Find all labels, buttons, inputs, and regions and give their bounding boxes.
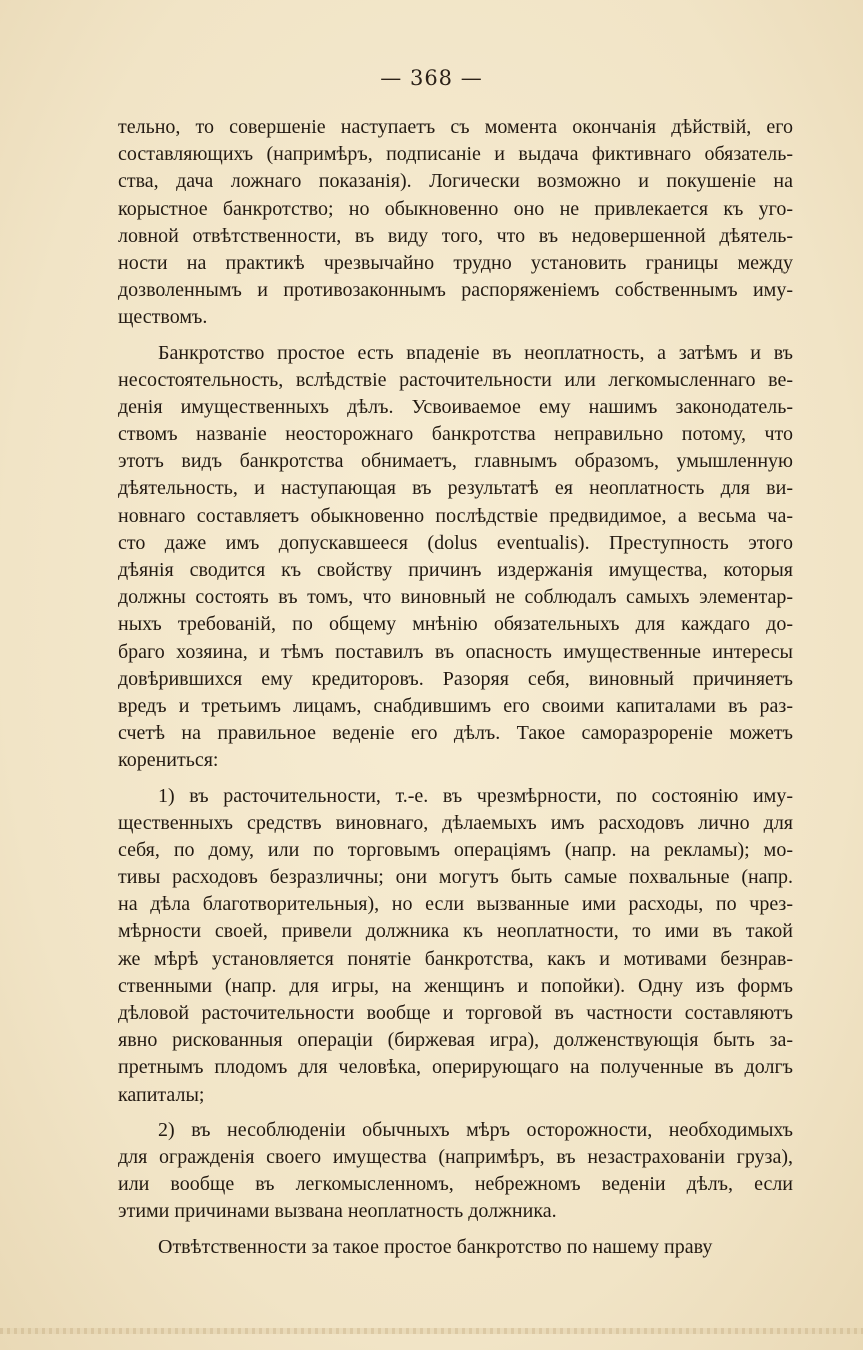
text-line: дѣянія сводится къ свойству причинъ издержанія имущества, которыя xyxy=(118,559,793,581)
paragraph-gap xyxy=(118,1226,793,1234)
text-line: щественныхъ средствъ виновнаго, дѣлаемыхъ имъ расходовъ лично для xyxy=(118,811,793,834)
text-line: составляющихъ (напримѣръ, подписаніе и выдача фиктивнаго обязатель- xyxy=(118,143,793,166)
text-line: довѣрившихся ему кредиторовъ. Разоряя себя, виновный причиняетъ xyxy=(118,667,793,690)
text-line: счетѣ на правильное веденіе его дѣлъ. Такое саморазрореніе можетъ xyxy=(118,722,793,745)
text-line: этотъ видъ банкротства обнимаетъ, главнымъ образомъ, умышленную xyxy=(118,450,793,473)
text-line: 1) въ расточительности, т.-е. въ чрезмѣрности, по состоянію иму- xyxy=(158,784,793,807)
text-line: капиталы; xyxy=(118,1083,205,1106)
text-line: ловной отвѣтственности, въ виду того, что въ недовершенной дѣятель- xyxy=(118,224,793,247)
paragraph-gap xyxy=(118,775,793,783)
text-line: ствомъ названіе неосторожнаго банкротства неправильно потому, что xyxy=(118,423,793,446)
text-line: ства, дача ложнаго показанія). Логически возможно и покушеніе на xyxy=(118,170,793,193)
text-line: корениться: xyxy=(118,749,219,772)
text-line: тивы расходовъ безразличны; они могутъ быть самые похвальные (напр. xyxy=(118,866,793,889)
text-line: денія имущественныхъ дѣлъ. Усвоиваемое ему нашимъ законодатель- xyxy=(118,395,793,418)
text-line: браго хозяина, и тѣмъ поставилъ въ опасность имущественные интересы xyxy=(118,640,793,663)
text-line: ныхъ требованій, по общему мнѣнію обязательныхъ для каждаго до- xyxy=(118,613,793,636)
text-line: же мѣрѣ установляется понятіе банкротства, какъ и мотивами безнрав- xyxy=(118,947,793,970)
text-line: явно рискованныя операціи (биржевая игра), долженствующія быть за- xyxy=(118,1029,793,1052)
paragraph-gap xyxy=(118,332,793,340)
paragraph xyxy=(118,340,793,775)
paragraph xyxy=(118,1234,793,1261)
paragraph xyxy=(118,114,793,332)
text-line: дѣятельность, и наступающая въ результатѣ ея неоплатность для ви- xyxy=(118,477,793,500)
page-number: — 368 — xyxy=(380,66,483,90)
text-line: Банкротство простое есть впаденіе въ неоплатность, а затѣмъ и въ xyxy=(158,341,793,364)
text-line: корыстное банкротство; но обыкновенно оно не привлекается къ уго- xyxy=(118,197,793,220)
text-line: для огражденія своего имущества (напримѣръ, въ незастрахованіи груза), xyxy=(118,1145,793,1168)
text-line: вредъ и третьимъ лицамъ, снабдившимъ его своими капиталами въ раз- xyxy=(118,694,793,717)
text-line: себя, по дому, или по торговымъ операціямъ (напр. на рекламы); мо- xyxy=(118,838,793,861)
paragraph xyxy=(118,1117,793,1226)
text-line: дозволеннымъ и противозаконнымъ распоряженіемъ собственнымъ иму- xyxy=(118,279,793,302)
text-line: ственными (напр. для игры, на женщинъ и попойки). Одну изъ формъ xyxy=(118,974,793,997)
text-line: ности на практикѣ чрезвычайно трудно установить границы между xyxy=(118,251,793,274)
text-line: 2) въ несоблюденіи обычныхъ мѣръ осторожности, необходимыхъ xyxy=(158,1118,793,1141)
body-text xyxy=(118,114,793,1261)
paragraph-gap xyxy=(118,1109,793,1117)
text-line: должны состоять въ томъ, что виновный не соблюдалъ самыхъ элементар- xyxy=(118,586,793,609)
text-line: сто даже имъ допускавшееся (dolus eventualis). Преступность этого xyxy=(118,531,793,554)
text-line: несостоятельность, вслѣдствіе расточительности или легкомысленнаго ве- xyxy=(118,368,793,391)
text-line: на дѣла благотворительныя), но если вызванные ими расходы, по чрез- xyxy=(118,893,793,916)
text-line: ществомъ. xyxy=(118,306,208,329)
paragraph xyxy=(118,783,793,1109)
bottom-edge xyxy=(0,1328,863,1334)
text-line: дѣловой расточительности вообще и торговой въ частности составляютъ xyxy=(118,1002,793,1024)
text-line: тельно, то совершеніе наступаетъ съ момента окончанія дѣйствій, его xyxy=(118,116,793,138)
text-line: Отвѣтственности за такое простое банкротство по нашему праву xyxy=(158,1235,713,1258)
text-line: мѣрности своей, привели должника къ неоплатности, то ими въ такой xyxy=(118,920,793,943)
text-line: этими причинами вызвана неоплатность должника. xyxy=(118,1200,557,1223)
text-line: новнаго составляетъ обыкновенно послѣдствіе предвидимое, а весьма ча- xyxy=(118,504,793,527)
text-line: претнымъ плодомъ для человѣка, оперирующаго на полученные въ долгъ xyxy=(118,1056,793,1079)
text-line: или вообще въ легкомысленномъ, небрежномъ веденіи дѣлъ, если xyxy=(118,1173,793,1196)
